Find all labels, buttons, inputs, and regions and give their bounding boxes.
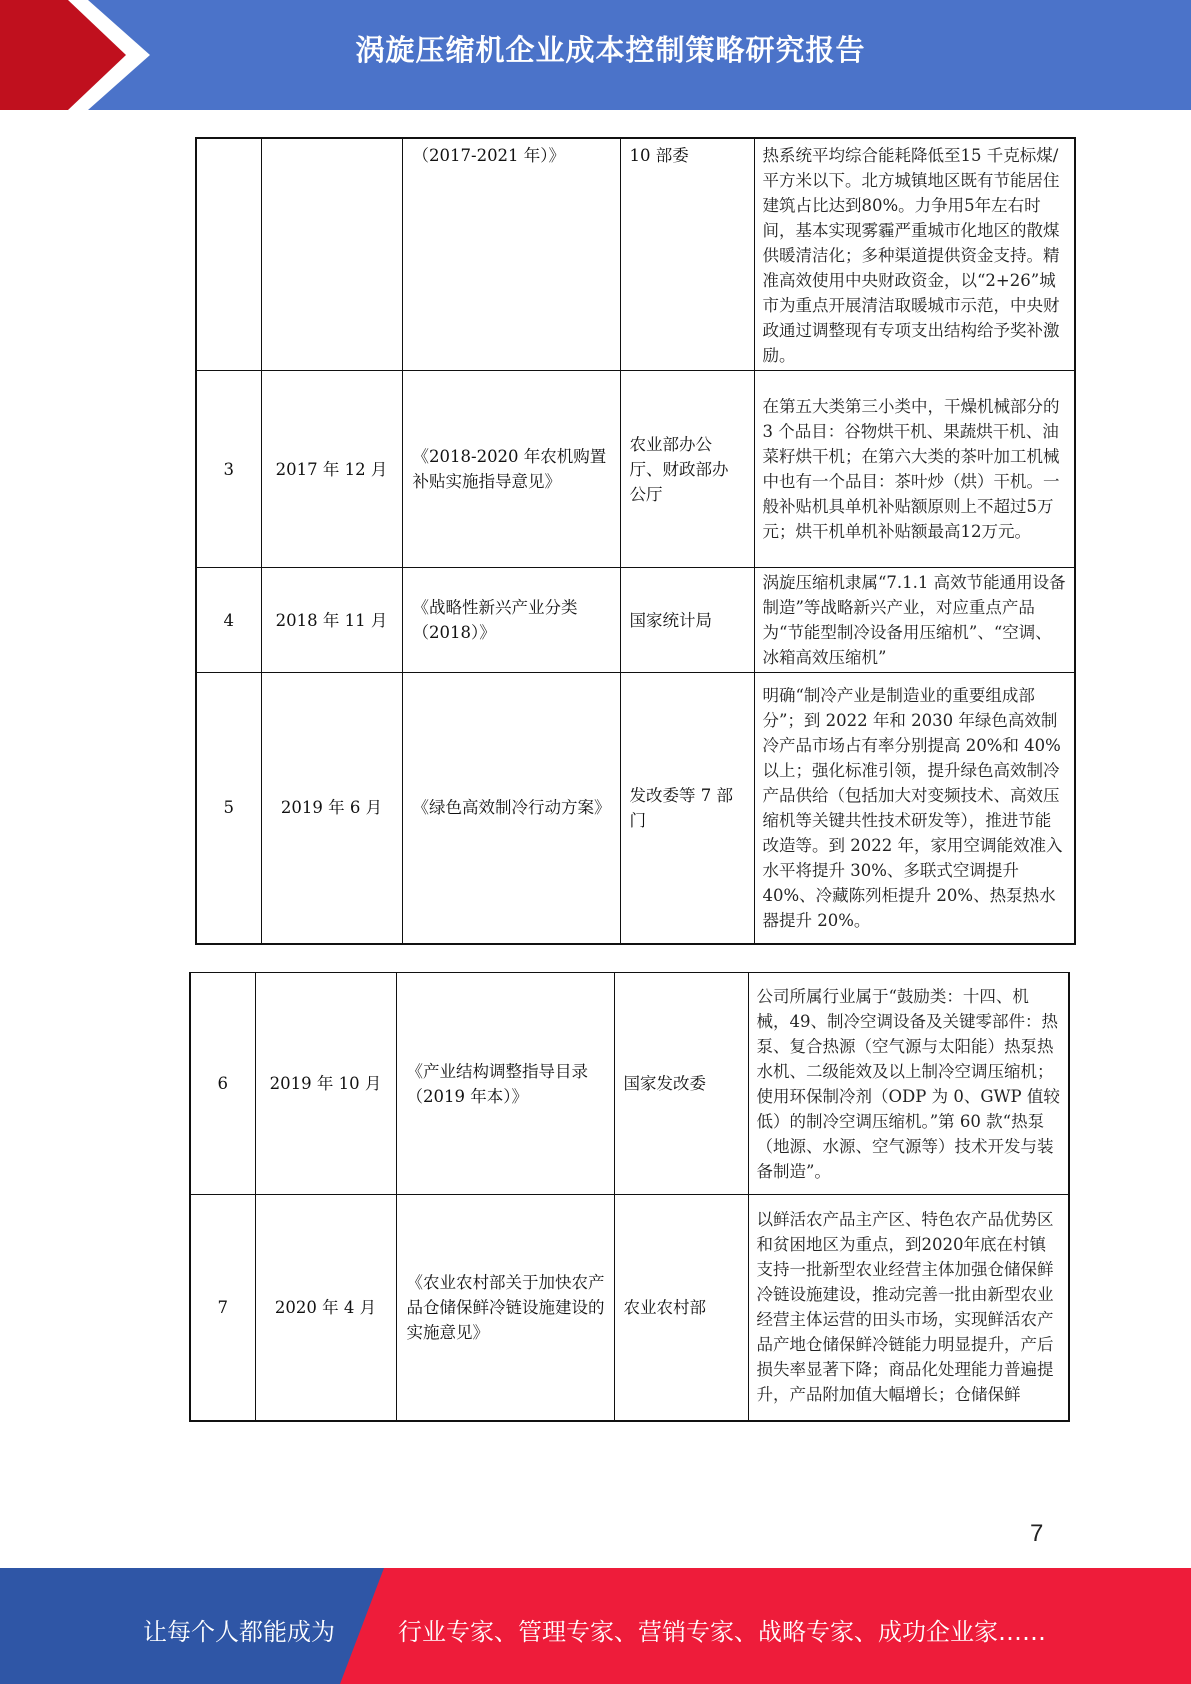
row-policy-title: 《产业结构调整指导目录（2019 年本）》 xyxy=(396,973,614,1195)
report-title: 涡旋压缩机企业成本控制策略研究报告 xyxy=(355,33,866,67)
policy-table-part-1 xyxy=(195,137,1076,945)
footer-slogan-right: 行业专家、管理专家、营销专家、战略专家、成功企业家…… xyxy=(398,1618,1046,1646)
footer-slogan-left: 让每个人都能成为 xyxy=(143,1618,335,1646)
row-issuer: 农业部办公厅、财政部办公厅 xyxy=(620,371,754,568)
row-number: 4 xyxy=(196,568,261,673)
row-detail: 明确“制冷产业是制造业的重要组成部分”；到 2022 年和 2030 年绿色高效制冷产品市场占有率分别提高 20%和 40%以上；强化标准引领，提升绿色高效制冷产品供给（包括加大对变频技术、高效压缩机等关键共性技术研发等），推进节能改造等。到 2022 年，家用空调能效准入水平将提升 30%、多联式空调提升 40%、冷藏陈列柜提升 20%、热泵热水器提升 20%。 xyxy=(754,673,1075,944)
row-issuer: 农业农村部 xyxy=(614,1195,748,1421)
row-detail: 以鲜活农产品主产区、特色农产品优势区和贫困地区为重点，到2020年底在村镇支持一批新型农业经营主体加强仓储保鲜冷链设施建设，推动完善一批由新型农业经营主体运营的田头市场，实现鲜活农产品产地仓储保鲜冷链能力明显提升，产后损失率显著下降；商品化处理能力普遍提升，产品附加值大幅增长；仓储保鲜 xyxy=(748,1195,1069,1421)
table-row xyxy=(196,138,1075,371)
row-issuer: 10 部委 xyxy=(620,138,754,371)
row-date: 2018 年 11 月 xyxy=(261,568,402,673)
row-date xyxy=(261,138,402,371)
row-number: 5 xyxy=(196,673,261,944)
row-number: 6 xyxy=(190,973,255,1195)
row-detail: 在第五大类第三小类中，干燥机械部分的3 个品目：谷物烘干机、果蔬烘干机、油菜籽烘干机；在第六大类的茶叶加工机械中也有一个品目：茶叶炒（烘）干机。一般补贴机具单机补贴额原则上不超过5万元；烘干机单机补贴额最高12万元。 xyxy=(754,371,1075,568)
row-detail: 涡旋压缩机隶属“7.1.1 高效节能通用设备制造”等战略新兴产业，对应重点产品为“节能型制冷设备用压缩机”、“空调、冰箱高效压缩机” xyxy=(754,568,1075,673)
table-row xyxy=(196,371,1075,568)
row-date: 2017 年 12 月 xyxy=(261,371,402,568)
row-number: 3 xyxy=(196,371,261,568)
page-number: 7 xyxy=(1030,1520,1044,1547)
table-row xyxy=(196,568,1075,673)
row-issuer: 国家统计局 xyxy=(620,568,754,673)
row-policy-title: 《2018-2020 年农机购置补贴实施指导意见》 xyxy=(402,371,620,568)
row-date: 2020 年 4 月 xyxy=(255,1195,396,1421)
policy-table-part-2 xyxy=(189,972,1070,1422)
row-number: 7 xyxy=(190,1195,255,1421)
row-issuer: 发改委等 7 部门 xyxy=(620,673,754,944)
table-row xyxy=(196,673,1075,944)
row-date: 2019 年 10 月 xyxy=(255,973,396,1195)
page-header xyxy=(0,0,1191,110)
row-policy-title: （2017-2021 年）》 xyxy=(402,138,620,371)
row-detail: 热系统平均综合能耗降低至15 千克标煤/平方米以下。北方城镇地区既有节能居住建筑占比达到80%。力争用5年左右时间，基本实现雾霾严重城市化地区的散煤供暖清洁化；多种渠道提供资金支持。精准高效使用中央财政资金，以“2+26”城市为重点开展清洁取暖城市示范，中央财政通过调整现有专项支出结构给予奖补激励。 xyxy=(754,138,1075,371)
table-row xyxy=(190,973,1069,1195)
row-policy-title: 《绿色高效制冷行动方案》 xyxy=(402,673,620,944)
row-policy-title: 《农业农村部关于加快农产品仓储保鲜冷链设施建设的实施意见》 xyxy=(396,1195,614,1421)
row-policy-title: 《战略性新兴产业分类（2018）》 xyxy=(402,568,620,673)
table-row xyxy=(190,1195,1069,1421)
row-detail: 公司所属行业属于“鼓励类：十四、机械，49、制冷空调设备及关键零部件：热泵、复合热源（空气源与太阳能）热泵热水机、二级能效及以上制冷空调压缩机；使用环保制冷剂（ODP 为 0、GWP 值较低）的制冷空调压缩机。”第 60 款“热泵（地源、水源、空气源等）技术开发与装备制造”。 xyxy=(748,973,1069,1195)
row-issuer: 国家发改委 xyxy=(614,973,748,1195)
row-number xyxy=(196,138,261,371)
row-date: 2019 年 6 月 xyxy=(261,673,402,944)
page-footer xyxy=(0,1568,1191,1684)
